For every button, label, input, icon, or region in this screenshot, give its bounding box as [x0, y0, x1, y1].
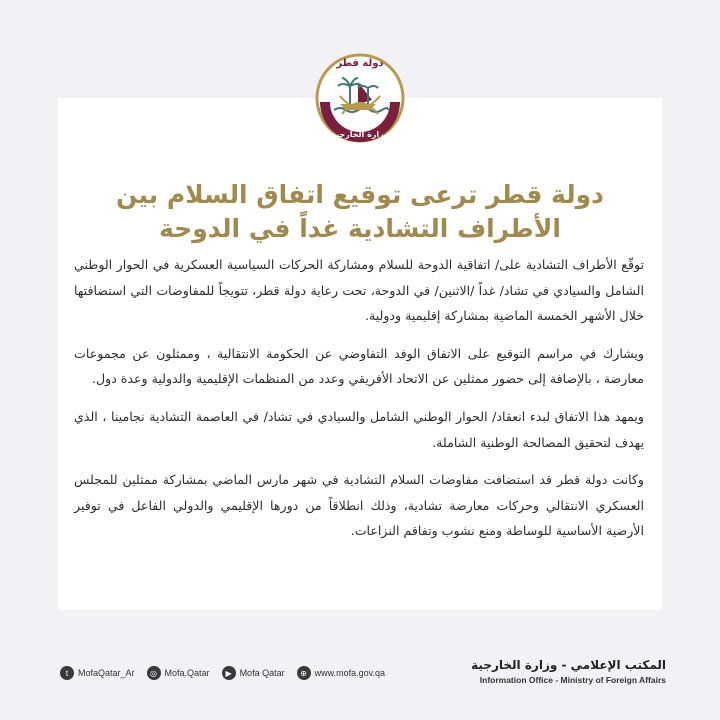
- paragraph-3: ويمهد هذا الاتفاق لبدء انعقاد/ الحوار الوطني الشامل والسيادي في تشاد/ في العاصمة التشادية نجامينا ، الذي يهدف لتحقيق المصالحة الوطنية الشاملة.: [74, 408, 644, 450]
- social-label: www.mofa.gov.qa: [314, 668, 385, 678]
- paragraph-1: توقّع الأطراف التشادية على/ اتفاقية الدوحة للسلام ومشاركة الحركات السياسية العسكرية في الحوار الوطني الشامل والسيادي في تشاد/ غداً /الاثنين/ في الدوحة، تحت رعاية دولة قطر، تتويجاً للمفاوضات التي استضافتها خلال الأشهر الخمسة الماضية بمشاركة إقليمية ودولية.: [74, 257, 644, 324]
- social-label: MofaQatar_Ar: [78, 668, 135, 678]
- social-item-instagram[interactable]: [147, 666, 210, 680]
- headline: [70, 178, 650, 246]
- article-body: [74, 252, 644, 556]
- social-item-twitter[interactable]: [60, 666, 135, 680]
- social-label: Mofa.Qatar: [164, 668, 210, 678]
- headline-line-2: الأطراف التشادية غداً في الدوحة: [159, 214, 561, 243]
- emblem-top-text: دولة قطر: [336, 58, 384, 69]
- footer: [0, 656, 720, 696]
- youtube-icon: ▶: [222, 666, 236, 680]
- globe-icon: ⊕: [297, 666, 311, 680]
- social-label: Mofa Qatar: [239, 668, 285, 678]
- office-arabic: المكتب الإعلامي - وزارة الخارجية: [471, 658, 666, 672]
- social-item-youtube[interactable]: [222, 666, 285, 680]
- paragraph-4: وكانت دولة قطر قد استضافت مفاوضات السلام التشادية في شهر مارس الماضي بمشاركة ممثلين للمجلس العسكري الانتقالي وحركات معارضة تشادية، وذلك انطلاقاً من دورها الإقليمي والدولي الفاعل في توفير الأرضية الأساسية للوساطة ومنع نشوب وتفاقم النزاعات.: [74, 472, 644, 539]
- headline-line-1: دولة قطر ترعى توقيع اتفاق السلام بين: [116, 180, 604, 209]
- instagram-icon: ◎: [147, 666, 161, 680]
- office-english: Information Office - Ministry of Foreign Affairs: [479, 675, 666, 685]
- emblem-bottom-text: وزارة الخارجية: [331, 130, 389, 139]
- social-item-website[interactable]: [297, 666, 385, 680]
- paragraph-2: ويشارك في مراسم التوقيع على الاتفاق الوفد التفاوضي عن الحكومة الانتقالية ، وممثلون عن مجموعات معارضة ، بالإضافة إلى حضور ممثلين عن الاتحاد الأفريقي وعدد من المنظمات الإقليمية والدولية وعدة دول.: [74, 345, 644, 387]
- office-signature: [471, 658, 666, 685]
- qatar-ministry-emblem-icon: [306, 52, 414, 144]
- social-links: [60, 666, 397, 680]
- twitter-icon: t: [60, 666, 74, 680]
